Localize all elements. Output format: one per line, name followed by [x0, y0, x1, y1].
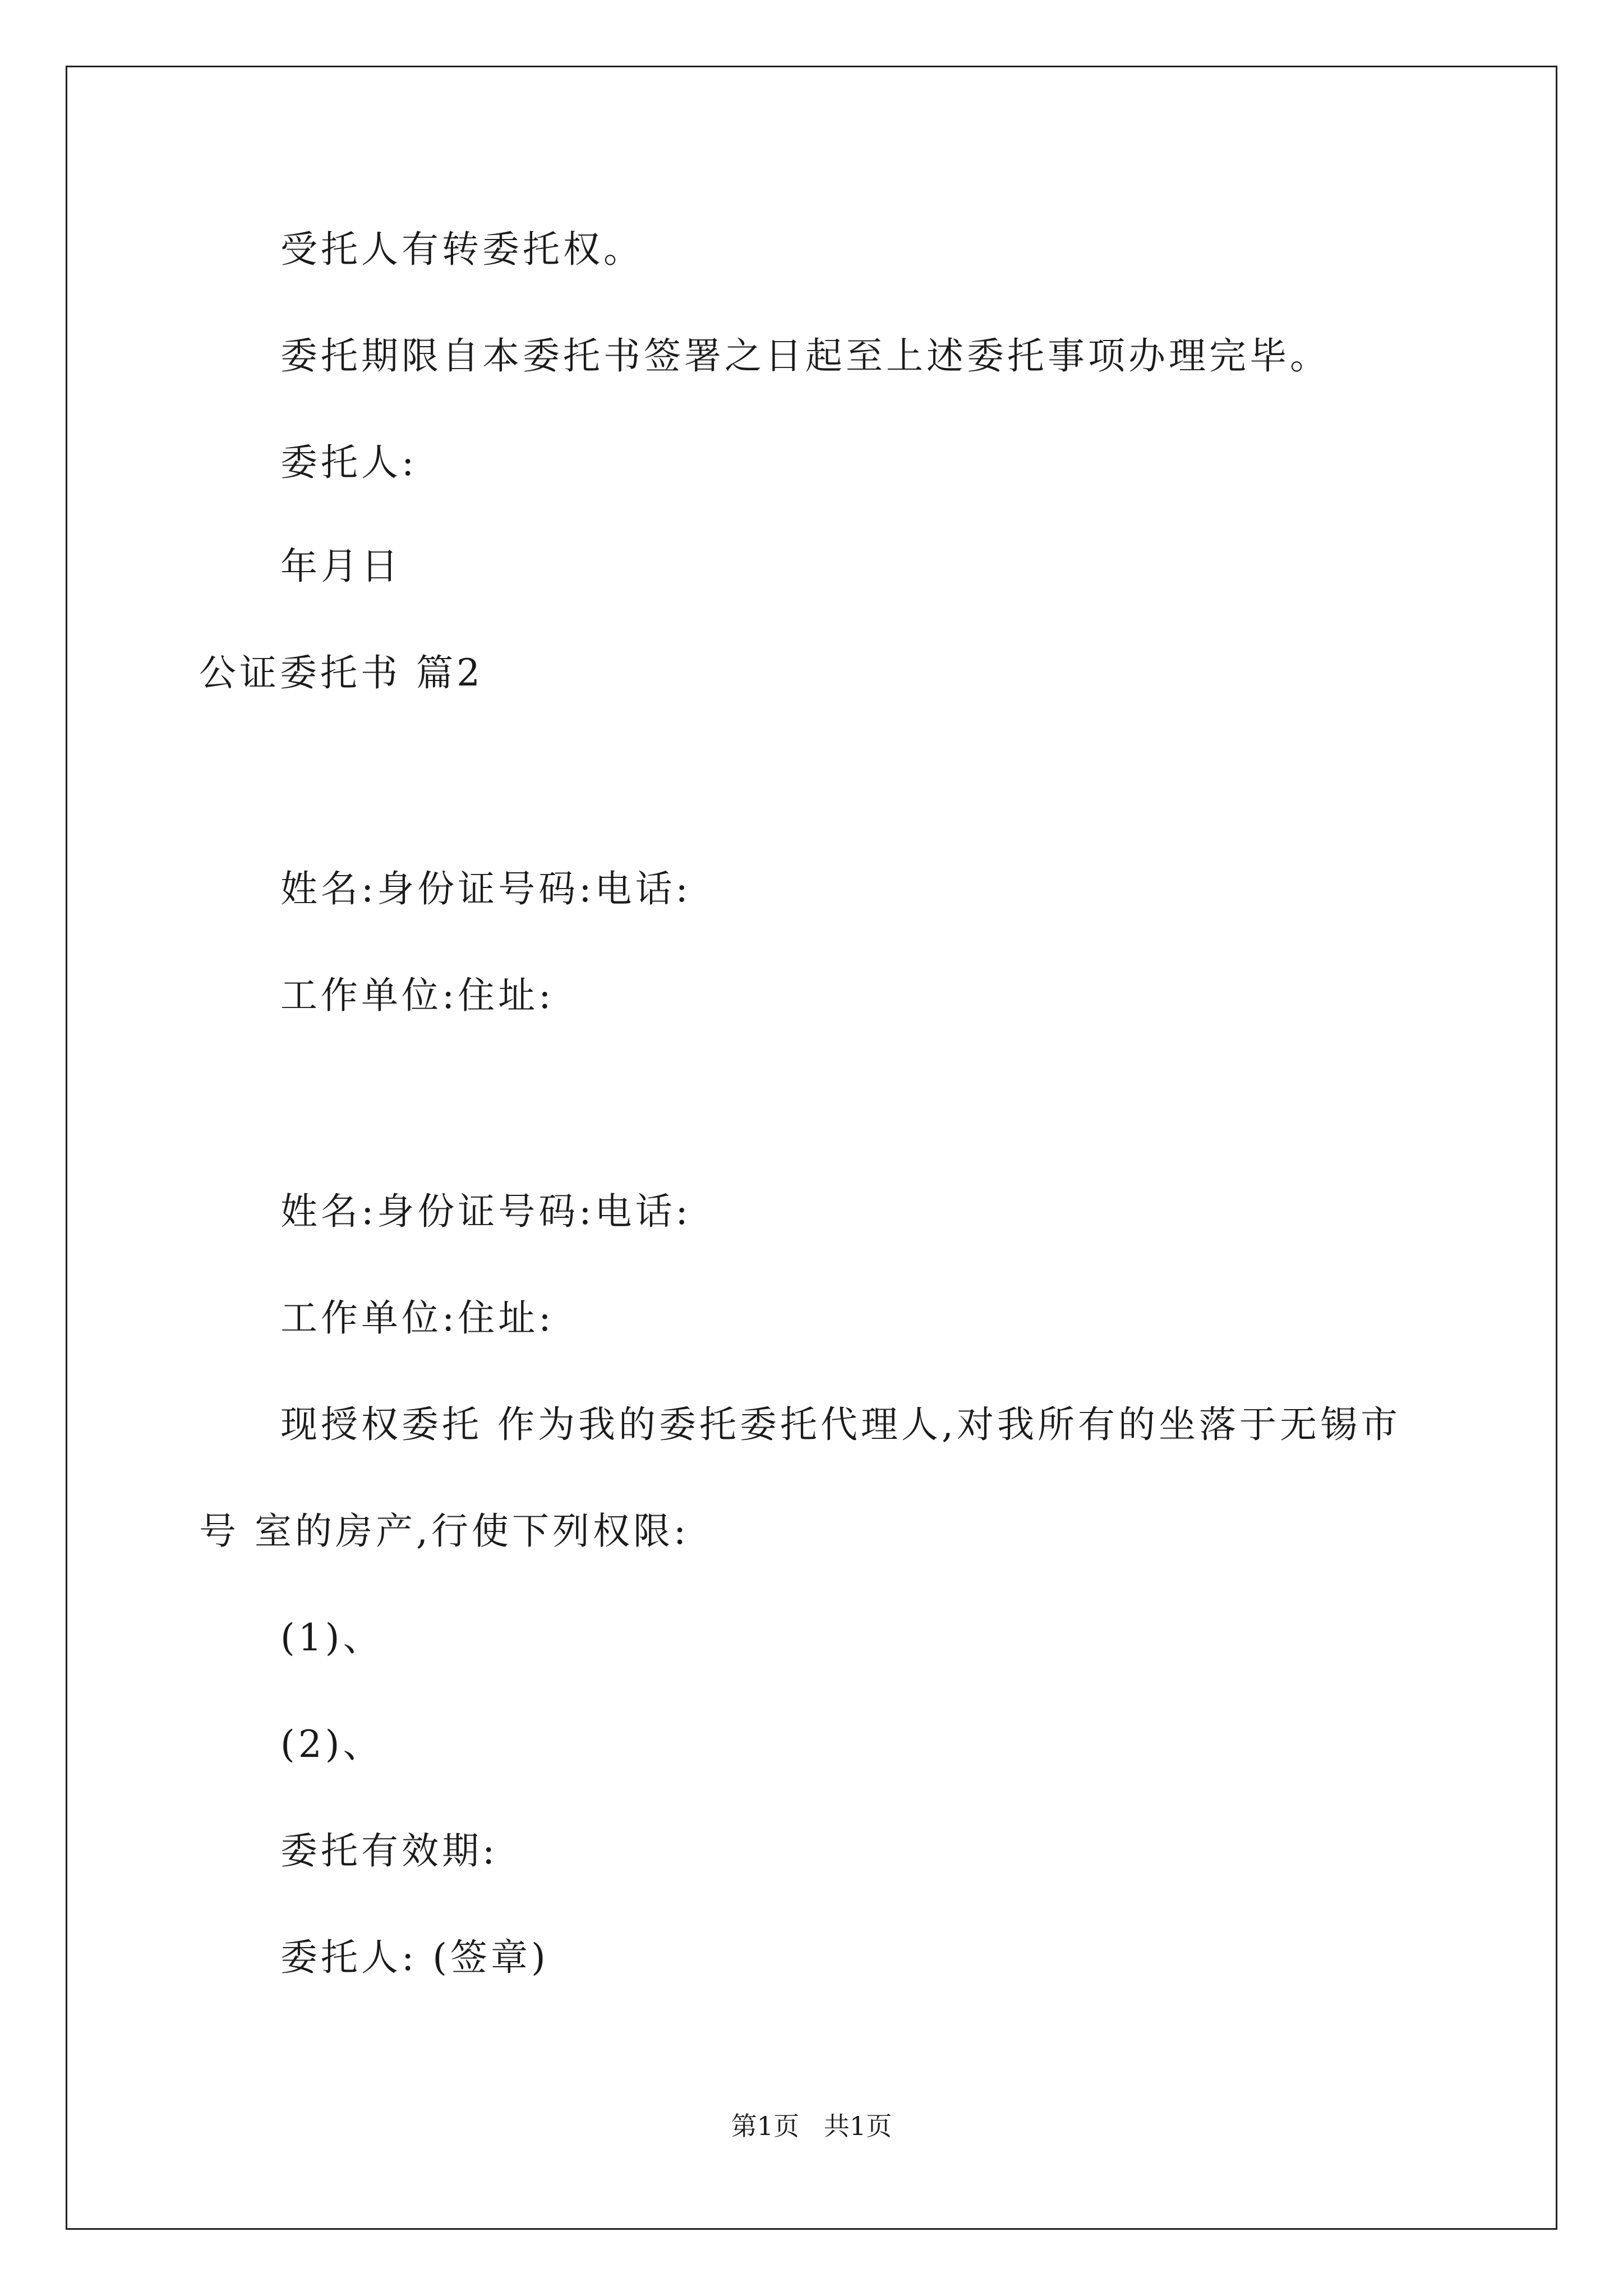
- paragraph-transfer-right: 受托人有转委托权。: [280, 228, 644, 271]
- validity-period: 委托有效期:: [280, 1829, 499, 1872]
- principal-label: 委托人:: [280, 441, 418, 484]
- agent-info-line: 姓名:身份证号码:电话:: [280, 1190, 691, 1233]
- paragraph-term: 委托期限自本委托书签署之日起至上述委托事项办理完毕。: [280, 334, 1330, 378]
- authorization-paragraph: 现授权委托 作为我的委托委托代理人,对我所有的坐落于无锡市: [280, 1403, 1401, 1446]
- section-heading: 公证委托书 篇2: [199, 651, 483, 694]
- principal-info-line: 姓名:身份证号码:电话:: [280, 867, 691, 910]
- power-item-1: (1)、: [280, 1616, 384, 1659]
- authorization-continuation: 号 室的房产,行使下列权限:: [199, 1510, 690, 1553]
- page-border: [66, 66, 1557, 2230]
- principal-work-line: 工作单位:住址:: [280, 974, 555, 1017]
- agent-work-line: 工作单位:住址:: [280, 1296, 555, 1340]
- power-item-2: (2)、: [280, 1723, 384, 1766]
- page-footer: 第1页 共1页: [731, 2111, 892, 2141]
- principal-signature: 委托人: (签章): [280, 1936, 549, 1979]
- date-line: 年月日: [280, 545, 402, 588]
